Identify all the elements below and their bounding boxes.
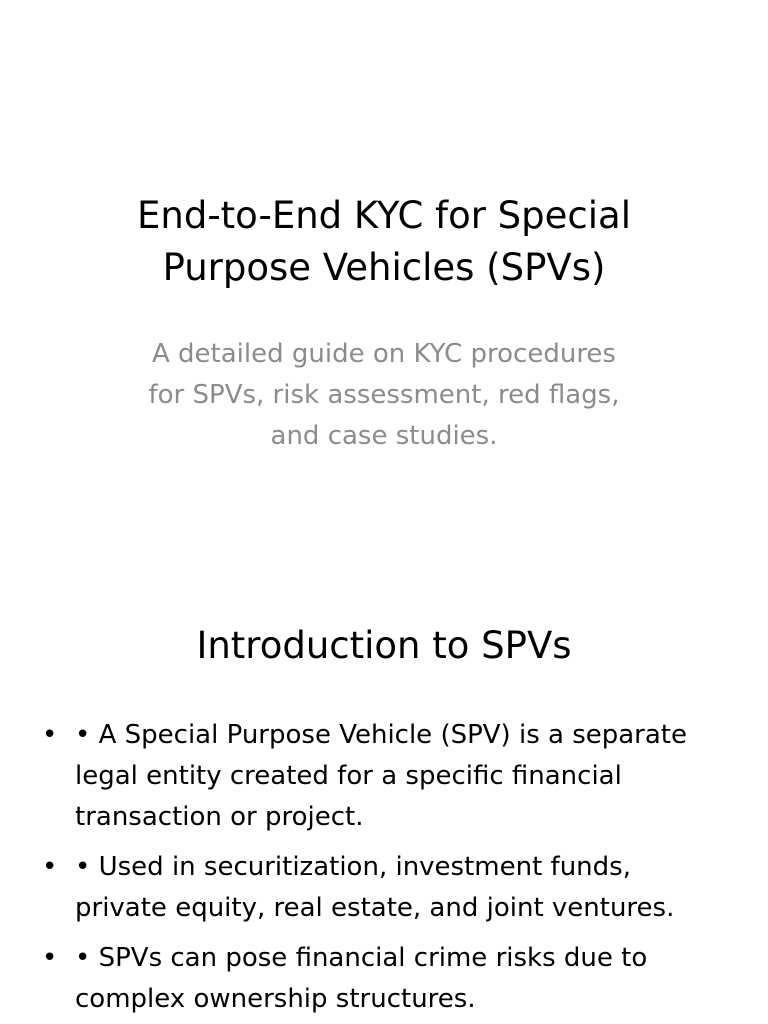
slide-title-line: Purpose Vehicles (SPVs): [162, 246, 606, 289]
slide-subtitle-line: for SPVs, risk assessment, red flags,: [148, 380, 620, 410]
section-heading: Introduction to SPVs: [196, 624, 572, 667]
bullet-marker: •: [42, 720, 58, 750]
slide-subtitle: [110, 334, 658, 457]
bullet-text-line: legal entity created for a specific financial: [75, 761, 622, 791]
bullet-text-line: • Used in securitization, investment funds,: [75, 852, 631, 882]
bullet-marker: •: [42, 943, 58, 973]
intro-slide: [0, 576, 768, 1024]
bullet-marker: •: [42, 852, 58, 882]
bullet-text-line: complex ownership structures.: [75, 984, 476, 1014]
bullet-text-line: • SPVs can pose financial crime risks due to: [75, 943, 648, 973]
bullet-list: [40, 715, 738, 1024]
slide-title-line: End-to-End KYC for Special: [137, 194, 631, 237]
bullet-item: [40, 715, 738, 838]
slide-subtitle-line: A detailed guide on KYC procedures: [152, 339, 616, 369]
slide-title: [60, 190, 708, 294]
bullet-text-line: • A Special Purpose Vehicle (SPV) is a separate: [75, 720, 687, 750]
bullet-text-line: transaction or project.: [75, 802, 364, 832]
bullet-text-line: private equity, real estate, and joint ventures.: [75, 893, 675, 923]
bullet-item: [40, 847, 738, 929]
bullet-item: [40, 938, 738, 1020]
slide-subtitle-line: and case studies.: [270, 421, 498, 451]
